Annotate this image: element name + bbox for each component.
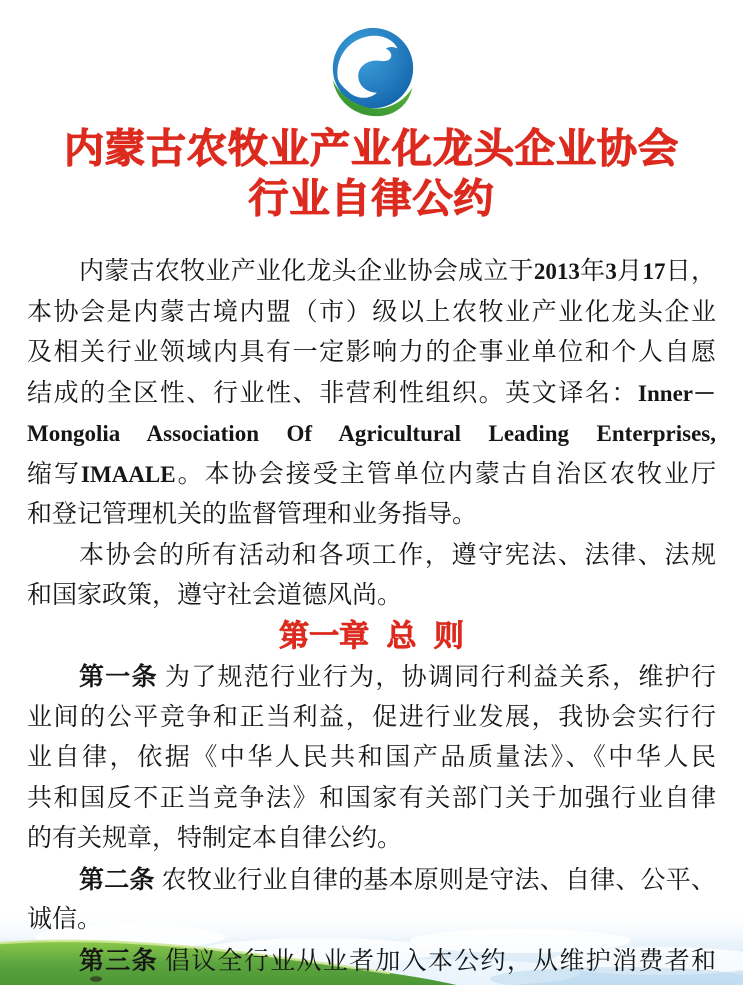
text-segment: IMAALE (81, 461, 176, 487)
text-segment: 缩写 (27, 460, 82, 488)
text-segment: 共和国反不正当竞争法》和国家有关部门关于加强行业自律 (27, 784, 716, 812)
text-segment: 农牧业行业自律的基本原则是守法、自律、公平、 (161, 866, 716, 894)
text-segment: 17 (642, 259, 666, 284)
body-text-line (27, 900, 716, 941)
text-segment: 及相关行业领域内具有一定影响力的企事业单位和个人自愿 (27, 339, 716, 366)
text-segment: Mongolia Association Of Agricultural Leading Enterprises, (27, 421, 716, 446)
article-number-lead: 第一条 (79, 663, 158, 691)
text-segment: 业自律，依据《中华人民共和国产品质量法》、《中华人民 (27, 744, 716, 771)
body-text-line (27, 455, 716, 496)
text-segment: 和国家政策，遵守社会道德风尚。 (27, 582, 403, 609)
body-text-line (27, 414, 716, 455)
text-segment: 诚信。 (27, 906, 103, 933)
text-segment: 3 (605, 259, 617, 284)
title-line-1: 内蒙古农牧业产业化龙头企业协会 (64, 127, 679, 171)
body-text-line (27, 657, 716, 698)
body-text-line (27, 738, 716, 779)
text-segment: 日， (665, 258, 716, 285)
body-text-line (27, 819, 716, 860)
body-text-line (27, 576, 716, 617)
body-text-line (27, 860, 716, 901)
body-text-line (27, 698, 716, 739)
text-segment: 2013 (533, 259, 580, 284)
text-segment: 本协会的所有活动和各项工作，遵守宪法、法律、法规 (79, 541, 716, 569)
text-segment: Inner－ (638, 380, 716, 406)
text-segment: 内蒙古农牧业产业化龙头企业协会成立于 (79, 258, 534, 285)
text-segment: 倡议全行业从业者加入本公约，从维护消费者和 (164, 947, 716, 975)
title-line-2: 行业自律公约 (248, 177, 495, 221)
body-text-line (27, 495, 716, 536)
association-logo (323, 24, 421, 122)
body-text-line (27, 293, 716, 334)
body-text-line (27, 536, 716, 577)
text-segment: 。本协会接受主管单位内蒙古自治区农牧业厅 (175, 460, 716, 488)
body-text-line (27, 252, 716, 293)
chapter-heading: 第一章 总 则 (279, 619, 464, 653)
text-segment: 和登记管理机关的监督管理和业务指导。 (27, 501, 478, 528)
document-title (0, 124, 743, 224)
text-segment: 的有关规章，特制定本自律公约。 (27, 825, 403, 852)
body-text-line (27, 374, 716, 415)
text-segment: 年 (579, 258, 606, 285)
text-segment: 为了规范行业行为，协调同行利益关系，维护行 (164, 664, 716, 691)
text-segment: 月 (616, 258, 643, 285)
body-text-line (27, 779, 716, 820)
text-segment: 业间的公平竞争和正当利益，促进行业发展，我协会实行行 (27, 703, 716, 731)
article-number-lead: 第三条 (79, 946, 158, 975)
body-text-line (27, 333, 716, 374)
body-text-line (27, 941, 716, 982)
text-segment: 结成的全区性、行业性、非营利性组织。英文译名： (27, 379, 639, 407)
article-number-lead: 第二条 (79, 865, 155, 894)
text-segment: 本协会是内蒙古境内盟（市）级以上农牧业产业化龙头企业 (27, 298, 716, 326)
dragon-swirl-emblem-icon (323, 24, 421, 122)
document-body (27, 252, 716, 981)
